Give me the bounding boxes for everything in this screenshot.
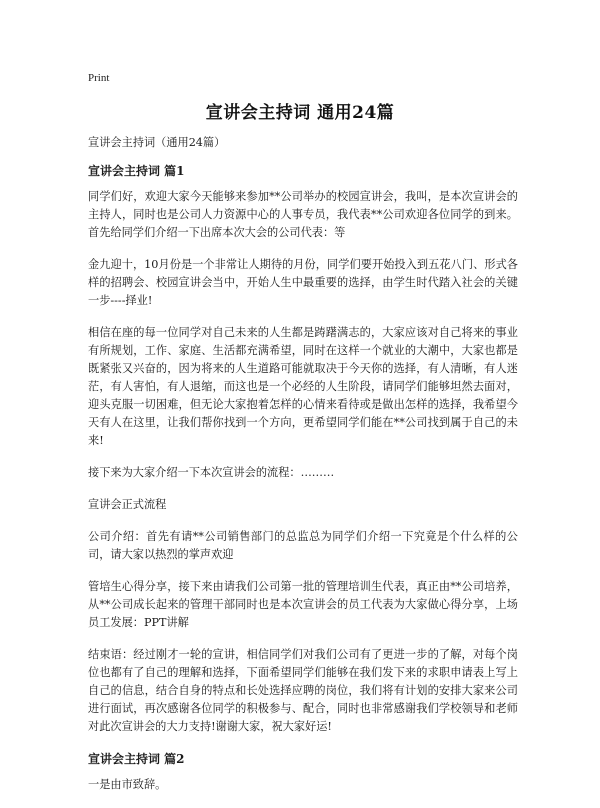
paragraph: 相信在座的每一位同学对自己未来的人生都是踌躇满志的，大家应该对自己将来的事业有所规划，工作、家庭、生活都充满希望，同时在这样一个就业的大潮中，大家也都是既紧张又兴奋的，因为将来的人生道路可能就取决于今天你的选择，有人清晰，有人迷茫，有人害怕，有人退缩，而这也是一个必经的人生阶段，请同学们能够坦然去面对，迎头克服一切困难，但无论大家抱着怎样的心情来看待或是做出怎样的选择，我希望今天有人在这里，让我们帮你找到一个方向，更希望同学们能在**公司找到属于自己的未来! xyxy=(88,326,518,447)
paragraph: 同学们好，欢迎大家今天能够来参加**公司举办的校园宣讲会，我叫，是本次宣讲会的主持人，同时也是公司人力资源中心的人事专员，我代表**公司欢迎各位同学的到来。首先给同学们介绍一下出席本次大会的公司代表：等 xyxy=(88,190,518,239)
paragraph: 公司介绍：首先有请**公司销售部门的总监总为同学们介绍一下究竟是个什么样的公司，请大家以热烈的掌声欢迎 xyxy=(88,530,518,561)
section-heading: 宣讲会主持词 篇2 xyxy=(88,752,185,766)
paragraph: 宣讲会正式流程 xyxy=(88,498,167,511)
paragraph: 管培生心得分享，接下来由请我们公司第一批的管理培训生代表，真正由**公司培养，从**公司成长起来的管理干部同时也是本次宣讲会的员工代表为大家做心得分享，上场员工发展：PPT讲解 xyxy=(88,580,518,629)
paragraph: 接下来为大家介绍一下本次宣讲会的流程：……… xyxy=(88,466,335,479)
document-body xyxy=(88,134,518,808)
section-heading: 宣讲会主持词 篇1 xyxy=(88,164,185,178)
page-title: 宣讲会主持词 通用24篇 xyxy=(205,103,395,123)
print-link[interactable]: Print xyxy=(88,72,110,84)
document-subtitle: 宣讲会主持词（通用24篇） xyxy=(88,136,226,149)
paragraph: 结束语：经过刚才一轮的宣讲，相信同学们对我们公司有了更进一步的了解，对每个岗位也都有了自己的理解和选择，下面希望同学们能够在我们发下来的求职申请表上写上自己的信息，结合自身的特点和长处选择应聘的岗位，我们将有计划的安排大家来公司进行面试，再次感谢各位同学的积极参与、配合，同时也非常感谢我们学校领导和老师对此次宣讲会的大力支持!谢谢大家，祝大家好运! xyxy=(88,648,518,733)
paragraph: 金九迎十，10月份是一个非常让人期待的月份，同学们要开始投入到五花八门、形式各样的招聘会、校园宣讲会当中，开始人生中最重要的选择，由学生时代踏入社会的关键一步----择业! xyxy=(88,258,518,307)
paragraph: 一是由市致辞。 xyxy=(88,778,167,791)
